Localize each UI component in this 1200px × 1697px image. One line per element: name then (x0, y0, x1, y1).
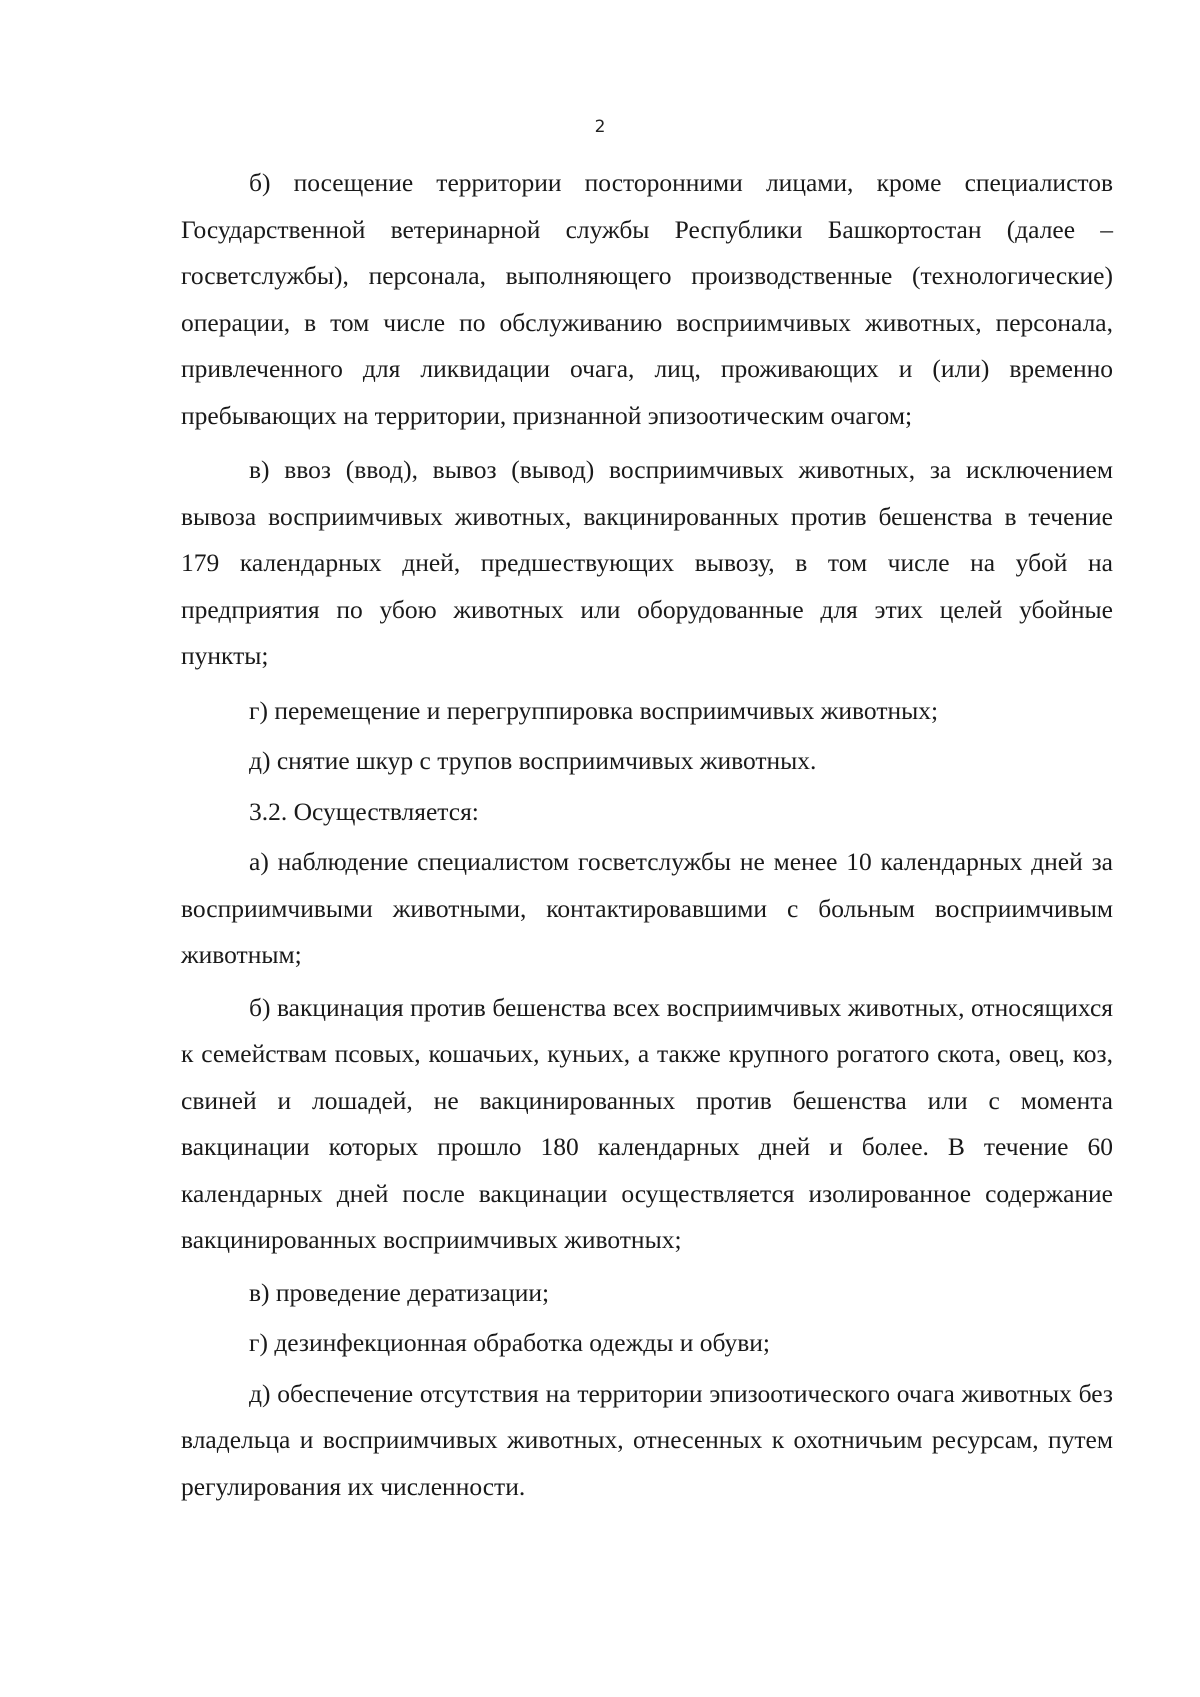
paragraph-3-2-a: а) наблюдение специалистом госветслужбы не менее 10 календарных дней за восприимчивыми животными, контактировавшими с больным восприимчивым животным; (181, 847, 1113, 969)
paragraph-3-2-d: д) обеспечение отсутствия на территории эпизоотического очага животных без владельца и восприимчивых животных, отнесенных к охотничьим ресурсам, путем регулирования их численности. (181, 1378, 1113, 1501)
paragraph-3-2-g: г) дезинфекционная обработка одежды и обуви; (249, 1328, 771, 1357)
paragraph-3-2-b: б) вакцинация против бешенства всех восприимчивых животных, относящихся к семействам псовых, кошачьих, куньих, а также крупного рогатого скота, овец, коз, свиней и лошадей, не вакцинированных против бешенства или с момента вакцинации которых прошло 180 календарных дней и более. В течение 60 календарных дней после вакцинации осуществляется изолированное содержание вакцинированных восприимчивых животных; (181, 992, 1113, 1254)
paragraph-3-1-d: д) снятие шкур с трупов восприимчивых животных. (249, 746, 817, 775)
paragraph-3-1-v: в) ввоз (ввод), вывоз (вывод) восприимчивых животных, за исключением вывоза восприимчивых животных, вакцинированных против бешенства в течение 179 календарных дней, предшествующих вывозу, в том числе на убой на предприятия по убою животных или оборудованные для этих целей убойные пункты; (181, 455, 1113, 670)
paragraph-3-1-b: б) посещение территории посторонними лицами, кроме специалистов Государственной ветеринарной службы Республики Башкортостан (далее – госветслужбы), персонала, выполняющего производственные (технологические) операции, в том числе по обслуживанию восприимчивых животных, персонала, привлеченного для ликвидации очага, лиц, проживающих и (или) временно пребывающих на территории, признанной эпизоотическим очагом; (181, 168, 1113, 430)
section-3-2-heading: 3.2. Осуществляется: (249, 796, 479, 826)
page-number: 2 (594, 117, 606, 137)
document-body (181, 160, 1113, 1510)
paragraph-3-2-v: в) проведение дератизации; (249, 1277, 550, 1307)
paragraph-3-1-g: г) перемещение и перегруппировка восприимчивых животных; (249, 695, 939, 725)
